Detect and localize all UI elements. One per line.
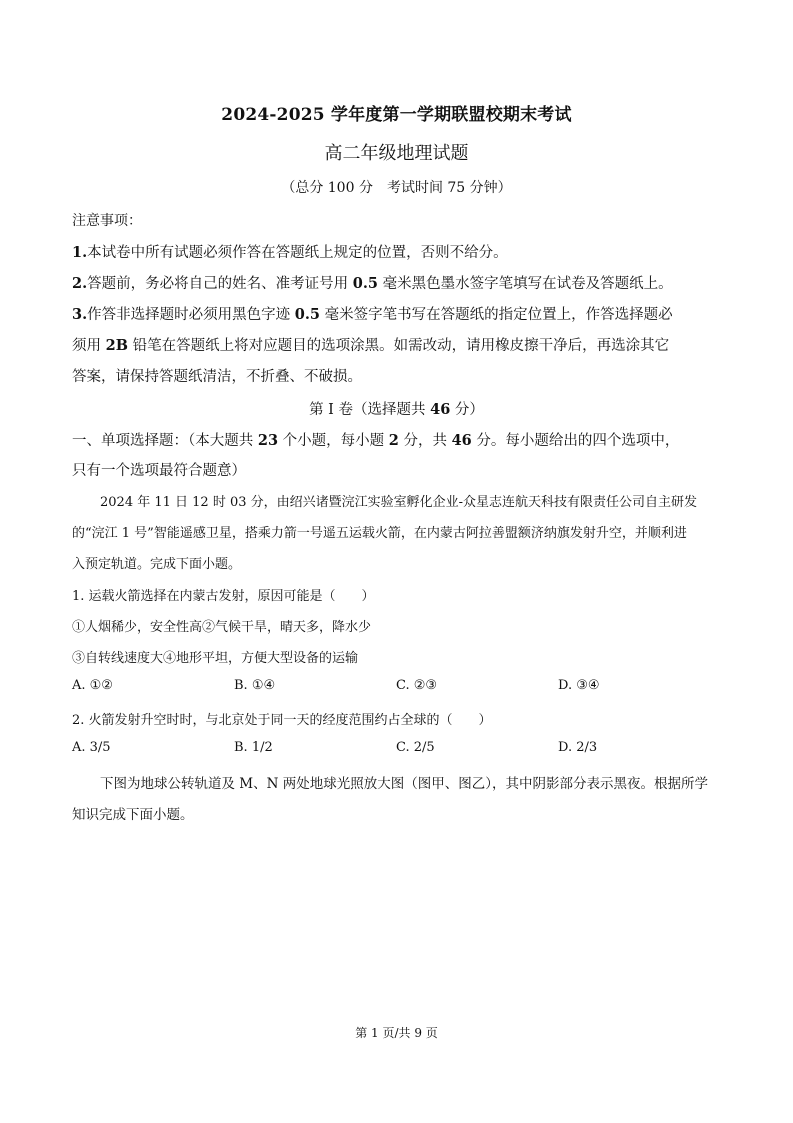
part-text-c: 分，共 <box>398 433 452 449</box>
passage-1-line-1: 2024 年 11 日 12 时 03 分，由绍兴诸暨浣江实验室孵化企业-众星志连航天科技有限责任公司自主研发 <box>100 495 698 510</box>
part-text-d: 分。每小题给出的四个选项中， <box>471 433 680 449</box>
question-2-option-b: B. 1/2 <box>234 740 273 755</box>
notice-item-3-text-b: 毫米签字笔书写在答题纸的指定位置上，作答选择题必 <box>319 307 673 323</box>
question-1-option-b: B. ①④ <box>234 678 276 693</box>
section-heading <box>0 398 793 419</box>
section-heading-bold: 46 <box>430 401 451 418</box>
notice-item-2-text-b: 毫米黑色墨水签字笔填写在试卷及答题纸上。 <box>377 276 673 292</box>
notice-item-3-line-2-b: 铅笔在答题纸上将对应题目的选项涂黑。如需改动，请用橡皮擦干净后，再选涂其它 <box>127 338 670 354</box>
notice-heading: 注意事项： <box>72 213 142 229</box>
exam-title: 2024-2025 学年度第一学期联盟校期末考试 <box>221 105 572 125</box>
passage-2-line-2: 知识完成下面小题。 <box>72 807 194 823</box>
notice-item-2-bold: 0.5 <box>352 275 378 292</box>
notice-item-3-line-2 <box>72 334 669 355</box>
question-1-statement-1: ①人烟稀少，安全性高②气候干旱，晴天多，降水少 <box>72 620 372 635</box>
notice-item-2 <box>72 272 673 293</box>
notice-item-1-num: 1. <box>72 244 88 261</box>
notice-item-2-text-a: 答题前，务必将自己的姓名、准考证号用 <box>87 276 353 292</box>
notice-item-3-num: 3. <box>72 306 88 323</box>
section-heading-a: 第 I 卷（选择题共 <box>309 402 431 418</box>
exam-subtitle: 高二年级地理试题 <box>324 143 469 164</box>
notice-item-3-line-2-bold: 2B <box>105 337 128 354</box>
question-1-option-c: C. ②③ <box>396 678 438 693</box>
question-2-option-d: D. 2/3 <box>558 740 598 755</box>
notice-item-3-line-2-a: 须用 <box>72 338 106 354</box>
part-instructions <box>72 429 679 450</box>
passage-1-line-2: 的“浣江 1 号”智能遥感卫星，搭乘力箭一号遥五运载火箭，在内蒙古阿拉善盟额济纳旗发射升空，并顺利进 <box>72 526 687 541</box>
part-bold-2: 2 <box>388 432 399 449</box>
passage-1-line-3: 入预定轨道。完成下面小题。 <box>72 557 242 572</box>
question-2-stem: 2. 火箭发射升空时时，与北京处于同一天的经度范围约占全球的（ ） <box>72 713 492 728</box>
notice-item-1-text: 本试卷中所有试题必须作答在答题纸上规定的位置，否则不给分。 <box>87 245 508 261</box>
notice-item-3-text-a: 作答非选择题时必须用黑色字迹 <box>87 307 295 323</box>
question-1-option-a: A. ①② <box>72 678 113 693</box>
question-1-stem: 1. 运载火箭选择在内蒙古发射，原因可能是（ ） <box>72 589 375 604</box>
question-2-option-a: A. 3/5 <box>72 740 111 755</box>
exam-info: （总分 100 分 考试时间 75 分钟） <box>281 180 512 196</box>
notice-item-2-num: 2. <box>72 275 88 292</box>
section-heading-b: 分） <box>450 402 484 418</box>
notice-item-1 <box>72 241 508 262</box>
question-1-option-d: D. ③④ <box>558 678 600 693</box>
part-text-a: 一、单项选择题：（本大题共 <box>72 433 258 449</box>
part-bold-1: 23 <box>257 432 279 449</box>
part-bold-3: 46 <box>451 432 472 449</box>
part-instructions-line-2: 只有一个选项最符合题意） <box>72 463 246 479</box>
page-number: 第 1 页/共 9 页 <box>355 1026 438 1040</box>
notice-item-3-line-3: 答案，请保持答题纸清洁，不折叠、不破损。 <box>72 369 362 385</box>
passage-2-line-1: 下图为地球公转轨道及 M、N 两处地球光照放大图（图甲、图乙），其中阴影部分表示黑夜。根据所学 <box>100 776 708 792</box>
part-text-b: 个小题，每小题 <box>278 433 389 449</box>
notice-item-3-bold: 0.5 <box>294 306 320 323</box>
notice-item-3 <box>72 303 673 324</box>
question-1-statement-2: ③自转线速度大④地形平坦，方便大型设备的运输 <box>72 651 359 666</box>
question-2-option-c: C. 2/5 <box>396 740 435 755</box>
